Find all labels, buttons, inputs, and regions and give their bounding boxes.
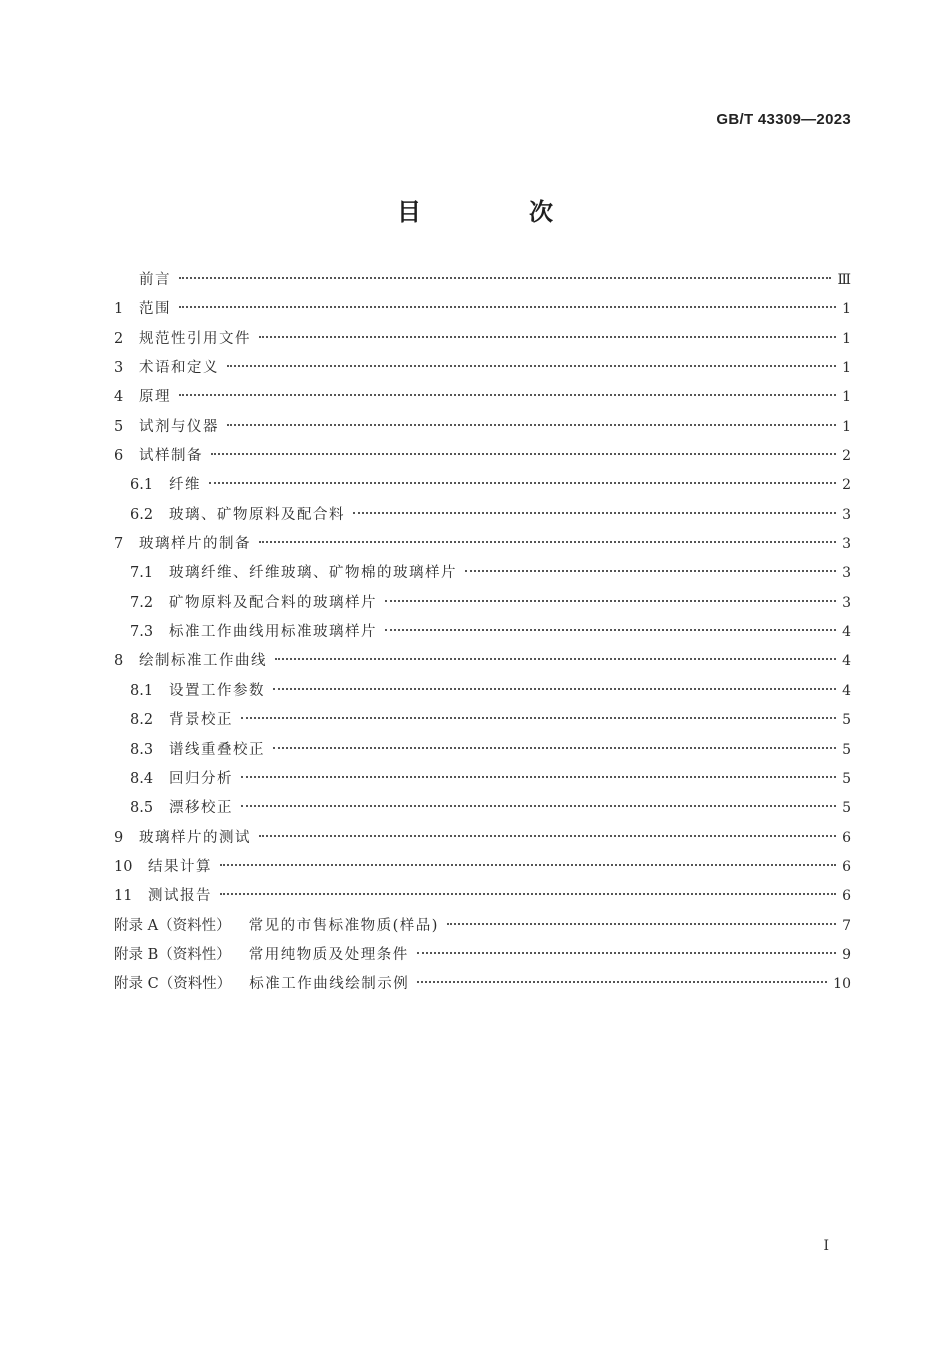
toc-leader-dots xyxy=(227,424,836,426)
toc-entry-label: 常用纯物质及处理条件 xyxy=(248,946,409,963)
toc-entry-label: 玻璃样片的制备 xyxy=(139,536,251,553)
toc-entry-page: 1 xyxy=(842,330,851,347)
toc-entry-page: 1 xyxy=(842,389,851,406)
toc-entry-page: 4 xyxy=(842,624,851,641)
toc-entry-page: 9 xyxy=(842,946,851,963)
toc-leader-dots xyxy=(179,277,831,279)
toc-leader-dots xyxy=(259,835,836,837)
toc-entry-label: 术语和定义 xyxy=(139,360,219,377)
toc-entry-page: 1 xyxy=(842,301,851,318)
toc-entry-label: 设置工作参数 xyxy=(169,682,265,699)
toc-leader-dots xyxy=(211,453,836,455)
page-number: Ⅰ xyxy=(823,1238,829,1254)
toc-entry-page: 2 xyxy=(842,477,851,494)
toc-entry-label: 规范性引用文件 xyxy=(139,330,251,347)
toc-entry[interactable] xyxy=(114,591,851,620)
toc-entry[interactable] xyxy=(114,826,851,855)
toc-entry-label: 玻璃、矿物原料及配合料 xyxy=(169,506,345,523)
toc-entry-number: 4 xyxy=(114,389,124,406)
toc-entry-label: 范围 xyxy=(139,301,171,318)
toc-entry[interactable] xyxy=(114,356,851,385)
toc-entry[interactable] xyxy=(114,738,851,767)
toc-leader-dots xyxy=(275,658,836,660)
toc-leader-dots xyxy=(209,482,836,484)
toc-entry-number: 8.3 xyxy=(130,741,154,758)
toc-entry-page: 5 xyxy=(842,800,851,817)
toc-leader-dots xyxy=(353,512,836,514)
toc-entry-number: 附录 A（资料性） xyxy=(114,917,231,934)
toc-entry-number: 3 xyxy=(114,360,124,377)
toc-entry-number: 1 xyxy=(114,301,124,318)
toc-entry-label: 绘制标准工作曲线 xyxy=(139,653,267,670)
toc-entry-number: 7.1 xyxy=(130,565,154,582)
toc-entry-number: 2 xyxy=(114,330,124,347)
toc-entry-page: 6 xyxy=(842,858,851,875)
toc-entry[interactable] xyxy=(114,532,851,561)
toc-entry[interactable] xyxy=(114,415,851,444)
toc-entry-page: 1 xyxy=(842,418,851,435)
toc-entry-number: 6.1 xyxy=(130,477,154,494)
toc-entry-number: 8.1 xyxy=(130,682,154,699)
toc-entry[interactable] xyxy=(114,972,851,1001)
toc-entry-label: 标准工作曲线用标准玻璃样片 xyxy=(169,624,377,641)
toc-entry-label: 玻璃样片的测试 xyxy=(139,829,251,846)
toc-entry[interactable] xyxy=(114,679,851,708)
toc-entry-label: 常见的市售标准物质(样品) xyxy=(248,917,439,934)
toc-entry[interactable] xyxy=(114,796,851,825)
toc-entry-label: 前言 xyxy=(139,272,171,288)
toc-entry-number: 附录 B（资料性） xyxy=(114,946,231,963)
toc-entry-number: 10 xyxy=(114,858,133,875)
toc-entry[interactable] xyxy=(114,327,851,356)
toc-entry[interactable] xyxy=(114,268,851,297)
toc-leader-dots xyxy=(241,717,836,719)
toc-entry-label: 标准工作曲线绘制示例 xyxy=(249,976,410,993)
toc-entry[interactable] xyxy=(114,620,851,649)
toc-entry-number: 11 xyxy=(114,888,133,905)
toc-entry-label: 矿物原料及配合料的玻璃样片 xyxy=(169,594,377,611)
toc-leader-dots xyxy=(385,600,836,602)
toc-entry-page: 4 xyxy=(842,682,851,699)
toc-entry-label: 结果计算 xyxy=(148,858,212,875)
toc-entry-label: 谱线重叠校正 xyxy=(169,741,265,758)
toc-entry-number: 附录 C（资料性） xyxy=(114,976,232,993)
toc-entry[interactable] xyxy=(114,943,851,972)
toc-entry-number: 6.2 xyxy=(130,506,154,523)
toc-entry-page: 4 xyxy=(842,653,851,670)
toc-entry-page: 5 xyxy=(842,712,851,729)
toc-entry-page: Ⅲ xyxy=(837,272,851,288)
toc-entry-label: 背景校正 xyxy=(169,712,233,729)
toc-entry[interactable] xyxy=(114,444,851,473)
toc-leader-dots xyxy=(227,365,836,367)
toc-entry[interactable] xyxy=(114,914,851,943)
toc-entry[interactable] xyxy=(114,503,851,532)
toc-entry-page: 6 xyxy=(842,829,851,846)
toc-entry[interactable] xyxy=(114,385,851,414)
toc-leader-dots xyxy=(220,893,836,895)
toc-entry-label: 试剂与仪器 xyxy=(139,418,219,435)
toc-entry[interactable] xyxy=(114,473,851,502)
toc-leader-dots xyxy=(465,570,836,572)
toc-entry[interactable] xyxy=(114,649,851,678)
toc-entry[interactable] xyxy=(114,855,851,884)
toc-entry-number: 7 xyxy=(114,536,124,553)
standard-code: GB/T 43309—2023 xyxy=(716,111,851,128)
toc-entry-label: 回归分析 xyxy=(169,770,233,787)
toc-entry-number: 7.3 xyxy=(130,624,154,641)
toc-entry-number: 8.5 xyxy=(130,800,154,817)
toc-leader-dots xyxy=(273,688,836,690)
toc-entry-label: 玻璃纤维、纤维玻璃、矿物棉的玻璃样片 xyxy=(169,565,457,582)
toc-entry-page: 3 xyxy=(842,536,851,553)
toc-entry-number: 6 xyxy=(114,448,124,465)
toc-entry-label: 漂移校正 xyxy=(169,800,233,817)
toc-entry-page: 6 xyxy=(842,888,851,905)
toc-leader-dots xyxy=(241,776,836,778)
toc-leader-dots xyxy=(417,952,836,954)
toc-entry-number: 8 xyxy=(114,653,124,670)
toc-entry-page: 5 xyxy=(842,741,851,758)
toc-entry-page: 7 xyxy=(842,917,851,934)
toc-entry-label: 测试报告 xyxy=(148,888,212,905)
toc-entry-number: 5 xyxy=(114,418,124,435)
toc-entry-page: 1 xyxy=(842,360,851,377)
toc-entry-label: 试样制备 xyxy=(139,448,203,465)
toc-entry-page: 3 xyxy=(842,594,851,611)
toc-leader-dots xyxy=(447,923,836,925)
toc-leader-dots xyxy=(417,981,827,983)
toc-leader-dots xyxy=(259,541,836,543)
toc-leader-dots xyxy=(220,864,836,866)
table-of-contents xyxy=(114,268,851,1002)
toc-entry-label: 纤维 xyxy=(169,477,201,494)
toc-leader-dots xyxy=(273,747,836,749)
toc-leader-dots xyxy=(179,306,836,308)
toc-leader-dots xyxy=(179,394,836,396)
toc-entry-label: 原理 xyxy=(139,389,171,406)
toc-entry-number: 8.4 xyxy=(130,770,154,787)
toc-entry-number: 9 xyxy=(114,829,124,846)
toc-entry[interactable] xyxy=(114,708,851,737)
toc-leader-dots xyxy=(259,336,836,338)
toc-entry-page: 5 xyxy=(842,770,851,787)
toc-entry-page: 2 xyxy=(842,448,851,465)
toc-entry[interactable] xyxy=(114,884,851,913)
toc-leader-dots xyxy=(385,629,836,631)
toc-entry-page: 10 xyxy=(833,976,851,993)
toc-leader-dots xyxy=(241,805,836,807)
toc-entry[interactable] xyxy=(114,767,851,796)
toc-title: 目 次 xyxy=(397,198,595,226)
toc-entry[interactable] xyxy=(114,561,851,590)
toc-entry-page: 3 xyxy=(842,506,851,523)
toc-entry-page: 3 xyxy=(842,565,851,582)
toc-entry-number: 8.2 xyxy=(130,712,154,729)
toc-entry[interactable] xyxy=(114,297,851,326)
toc-entry-number: 7.2 xyxy=(130,594,154,611)
